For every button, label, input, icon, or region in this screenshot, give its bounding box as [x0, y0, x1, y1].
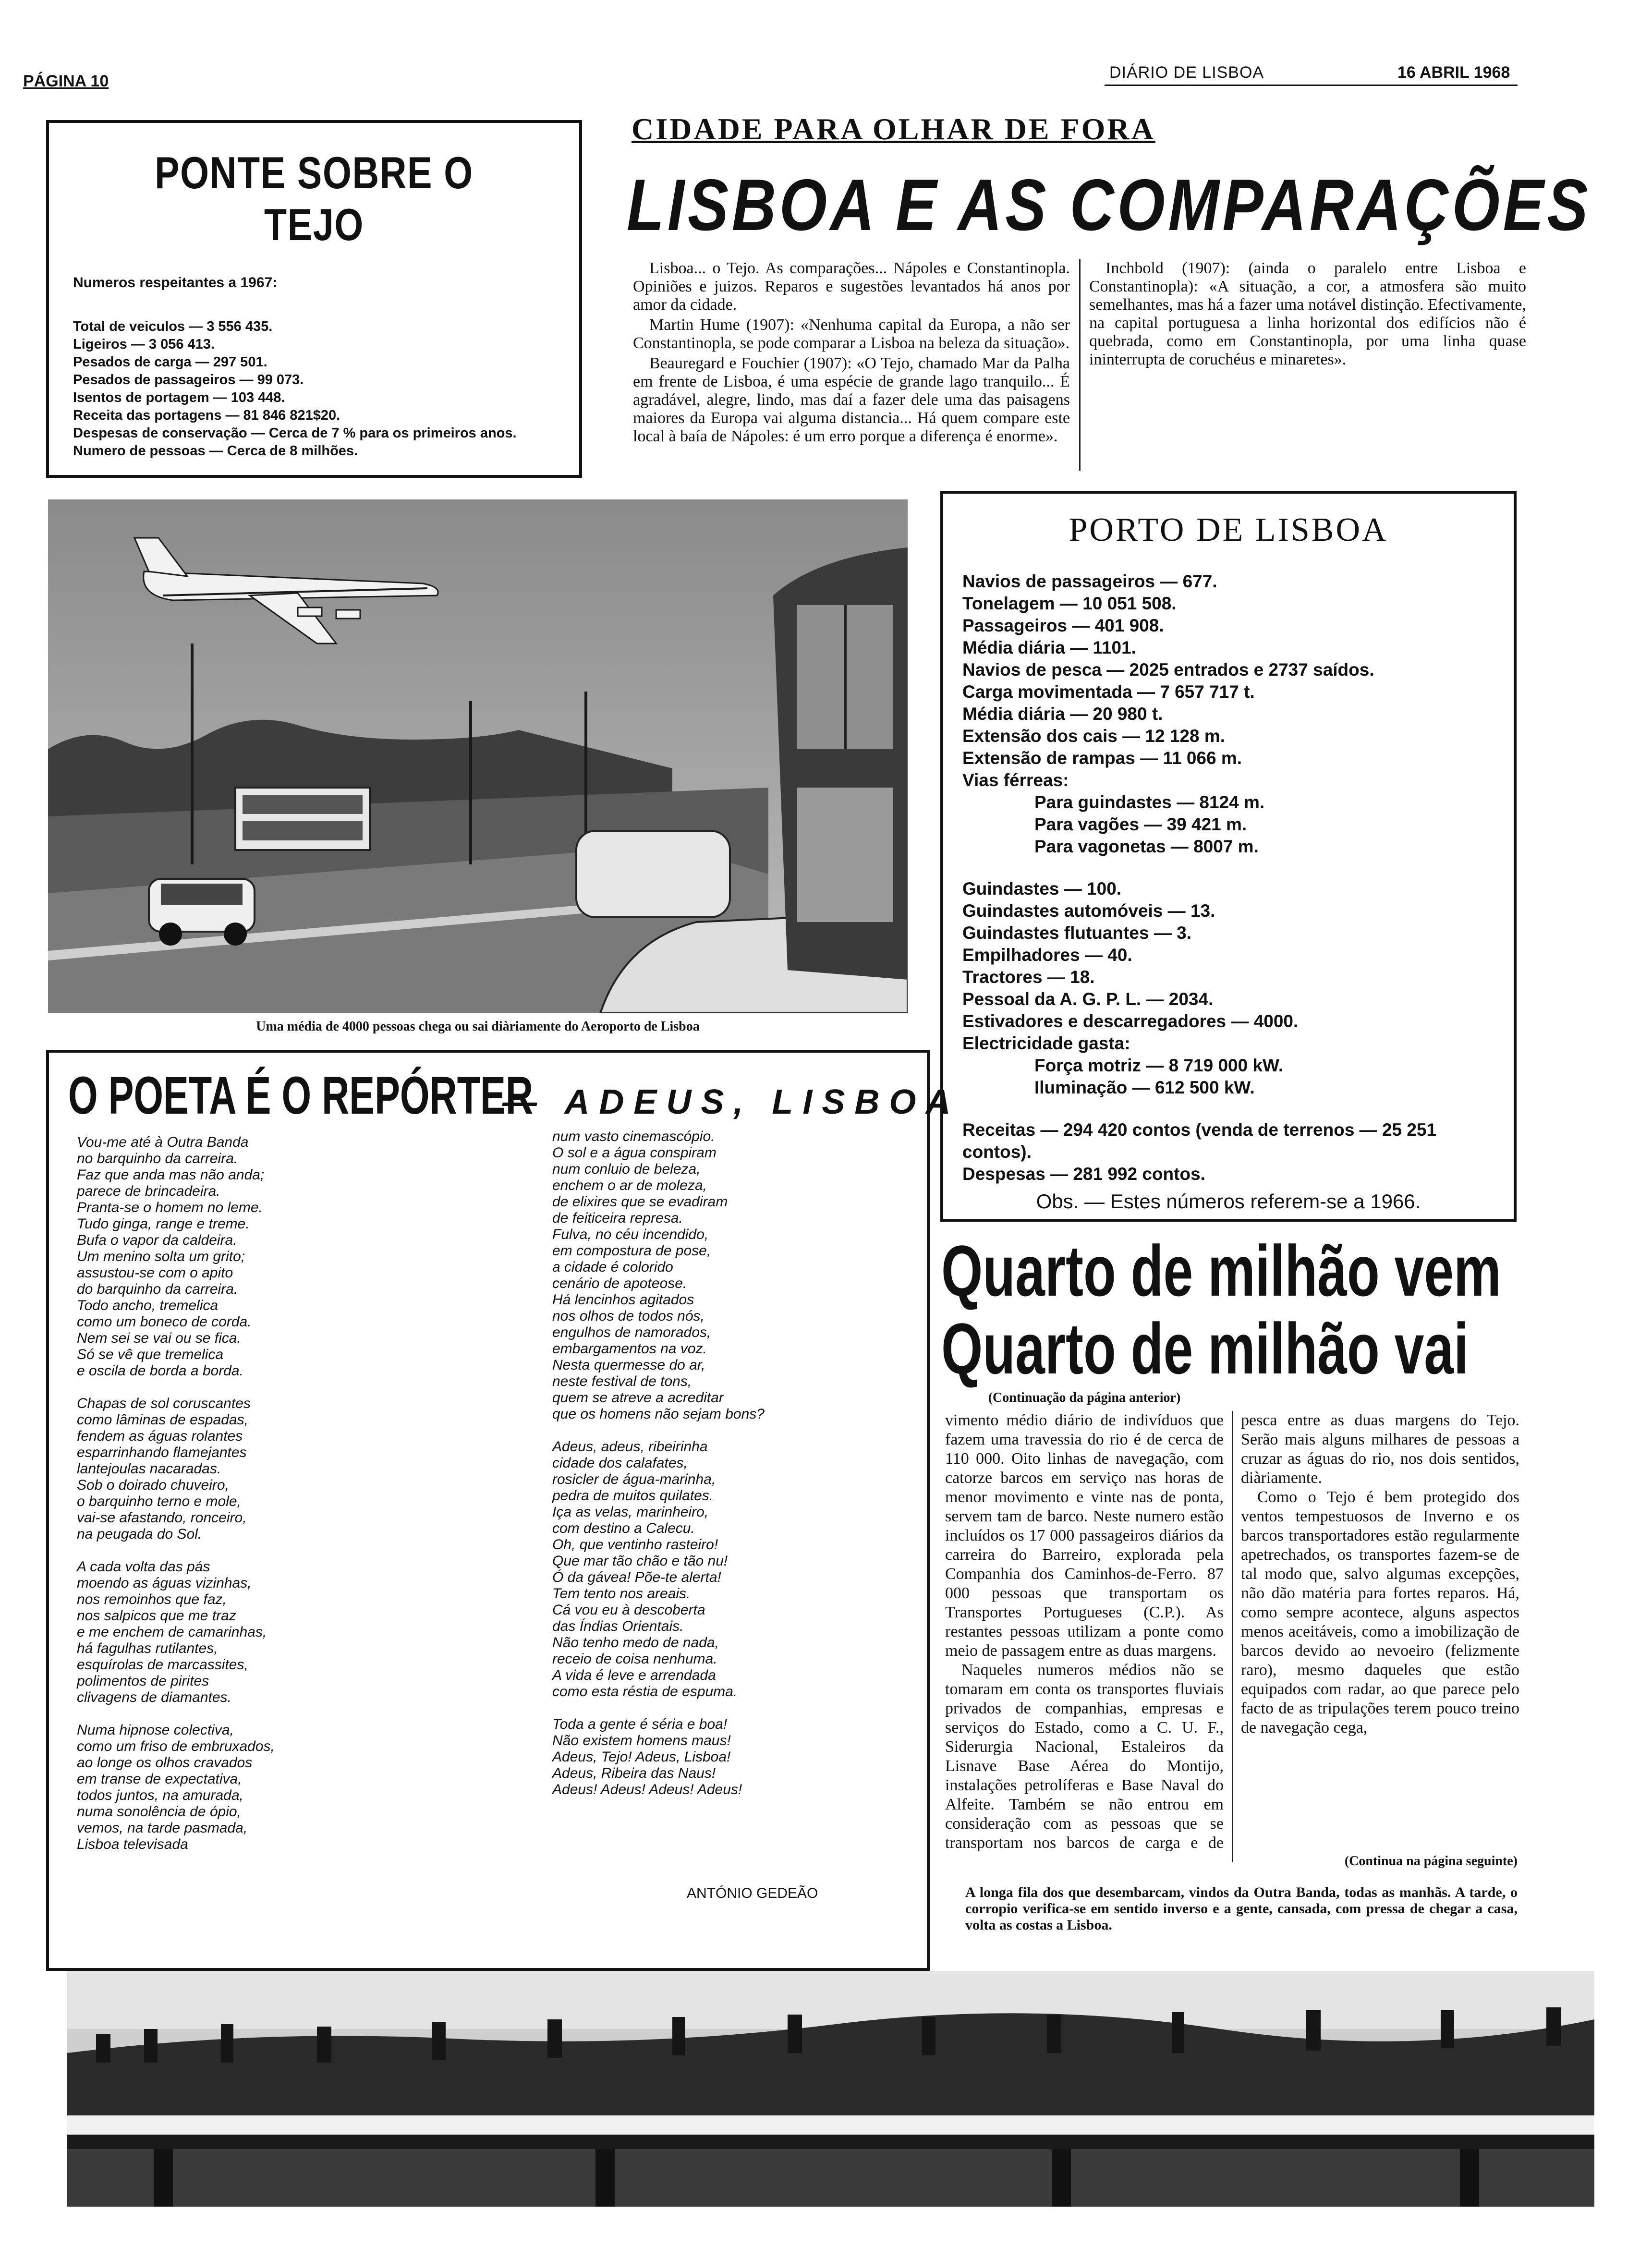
poeta-subtitle: — ADEUS, LISBOA — [502, 1083, 960, 1121]
quarto-headline-2: Quarto de milhão vai — [941, 1308, 1469, 1389]
poem-stanza: Vou-me até à Outra Banda no barquinho da carreira. Faz que anda mas não anda; parece de brincadeira. Pranta-se o homem no leme. Tudo ginga, range e treme. Bufa o vapor da caldeira. Um menino solta um grito; assustou-se com o apito do barquinho da carreira. Todo ancho, tremelica como um boneco de corda. Nem sei se vai ou se fica. Só se vê que tremelica e oscila de borda a borda. — [77, 1134, 265, 1379]
porto-stat: Tractores — 18. — [962, 967, 1095, 987]
poeta-title: O POETA É O REPÓRTER — [68, 1066, 534, 1125]
porto-stat-sub: Iluminação — 612 500 kW. — [1034, 1078, 1255, 1097]
porto-title: PORTO DE LISBOA — [1069, 511, 1388, 548]
airport-photo-caption: Uma média de 4000 pessoas chega ou sai diàriamente do Aeroporto de Lisboa — [256, 1019, 700, 1034]
ponte-intro: Numeros respeitantes a 1967: — [73, 275, 278, 291]
airport-scene-image — [48, 499, 908, 1013]
cidade-headline: LISBOA E AS COMPARAÇÕES — [627, 164, 1591, 246]
cidade-article-body — [633, 259, 1526, 471]
poem-stanza: Adeus, adeus, ribeirinha cidade dos calafates, rosicler de água-marinha, pedra de muitos quilates. Iça as velas, marinheiro, com destino a Calecu. Oh, que ventinho rasteiro! Que mar tão chão e tão nu! Ó da gávea! Põe-te alerta! Tem tento nos areais. Cá vou eu à descoberta das Índias Orientais. Não tenho medo de nada, receio de coisa nenhuma. A vida é leve e arrendada como esta réstia de espuma. — [552, 1439, 738, 1700]
ponte-stat: Receita das portagens — 81 846 821$20. — [73, 408, 340, 423]
ponte-stat: Pesados de carga — 297 501. — [73, 354, 267, 370]
porto-stat: Navios de passageiros — 677. — [962, 571, 1217, 591]
continuation-to-next: (Continua na página seguinte) — [1344, 1854, 1518, 1869]
porto-observation: Obs. — Estes números referem-se a 1966. — [1036, 1190, 1421, 1213]
porto-stat: Média diária — 20 980 t. — [962, 704, 1163, 724]
porto-stat: Extensão dos cais — 12 128 m. — [962, 726, 1226, 746]
article-paragraph: Inchbold (1907): (ainda o paralelo entre Lisboa e Constantinopla): «A situação, a cor, a atmosfera são muito semelhantes, mas há a fazer uma notável distinção. Efectivamente, na capital portuguesa a linha horizontal dos edifícios não é quebrada, como em Constantinopla, por uma linha quase ininterrupta de coruchéus e minaretes». — [1089, 259, 1526, 368]
porto-stat: Carga movimentada — 7 657 717 t. — [962, 682, 1255, 702]
porto-stat: Guindastes — 100. — [962, 879, 1122, 899]
quarto-headline-1: Quarto de milhão vem — [941, 1230, 1501, 1311]
issue-date: 16 ABRIL 1968 — [1397, 63, 1510, 82]
poem-stanza: Numa hipnose colectiva, como um friso de embruxados, ao longe os olhos cravados em transe de expectativa, todos juntos, na amurada, numa sonolência de ópio, vemos, na tarde pasmada, Lisboa televisada — [77, 1722, 275, 1852]
ferry-crowd-photo — [67, 1971, 1594, 2207]
porto-stat-sub: Para guindastes — 8124 m. — [1034, 792, 1265, 812]
cidade-subtitle: CIDADE PARA OLHAR DE FORA — [632, 112, 1155, 146]
porto-stat: Guindastes flutuantes — 3. — [962, 923, 1191, 943]
porto-stat: Pessoal da A. G. P. L. — 2034. — [962, 989, 1214, 1009]
porto-stats-list — [962, 571, 1494, 1185]
porto-stat: Despesas — 281 992 contos. — [962, 1164, 1205, 1184]
porto-stat-sub: Para vagões — 39 421 m. — [1034, 814, 1247, 834]
ponte-stat: Ligeiros — 3 056 413. — [73, 337, 215, 352]
page-number: PÁGINA 10 — [23, 72, 109, 90]
article-paragraph: Beauregard e Fouchier (1907): «O Tejo, chamado Mar da Palha em frente de Lisboa, é uma espécie de grande lago tranquilo... É agradável, alegre, lindo, mas daí a fazer dele uma das paisagens maiores da Europa vai alguma distancia... Há quem compare este local à baía de Nápoles: é um erro porque a diferença é enorme». — [633, 354, 1070, 445]
newspaper-name: DIÁRIO DE LISBOA — [1109, 63, 1264, 82]
porto-stat: Passageiros — 401 908. — [962, 616, 1164, 635]
article-paragraph: Martin Hume (1907): «Nenhuma capital da Europa, a não ser Constantinopla, se pode comparar a Lisboa na beleza da situação». — [633, 316, 1070, 352]
continuation-from-previous: (Continuação da página anterior) — [988, 1390, 1181, 1405]
porto-stat-sub: Força motriz — 8 719 000 kW. — [1034, 1056, 1284, 1075]
porto-stat: Tonelagem — 10 051 508. — [962, 594, 1177, 613]
porto-stat: Guindastes automóveis — 13. — [962, 901, 1215, 921]
porto-stat: Empilhadores — 40. — [962, 945, 1132, 965]
ferry-photo-caption: A longa fila dos que desembarcam, vindos da Outra Banda, todas as manhãs. A tarde, o corropio verifica-se em sentido inverso e a gente, cansada, com pressa de chegar a casa, volta as costas a Lisboa. — [965, 1884, 1518, 1933]
ferry-crowd-image — [67, 1971, 1594, 2207]
porto-stat: Navios de pesca — 2025 entrados e 2737 saídos. — [962, 660, 1374, 680]
ponte-stat: Pesados de passageiros — 99 073. — [73, 372, 304, 388]
poem-column-1 — [77, 1134, 509, 1869]
porto-stat-sub: Para vagonetas — 8007 m. — [1034, 837, 1259, 856]
ponte-stat: Despesas de conservação — Cerca de 7 % para os primeiros anos. — [73, 425, 517, 441]
poem-stanza: num vasto cinemascópio. O sol e a água conspiram num conluio de beleza, enchem o ar de moleza, de elixires que se evadiram de feiticeira represa. Fulva, no céu incendido, em compostura de pose, a cidade é colorido cenário de apoteose. Há lencinhos agitados nos olhos de todos nós, engulhos de namorados, embargamentos na voz. Nesta quermesse do ar, neste festival de tons, quem se atreve a acreditar que os homens não sejam bons? — [552, 1129, 765, 1422]
article-paragraph: Como o Tejo é bem protegido dos ventos tempestuosos de Inverno e os barcos transportadores estão regularmente apetrechados, os transportes fazem-se de tal modo que, salvo algumas excepções, não dão matéria para fortes reparos. Há, como sempre acontece, alguns aspectos menos aceitáveis, como a imobilização de barcos devido ao nevoeiro (felizmente raro), mesmo daqueles que estão equipados com radar, ao que parece pelo facto de as tripulações terem pouco treino de navegação cega, — [1241, 1488, 1519, 1737]
porto-de-lisboa-box — [940, 491, 1517, 1222]
ponte-sobre-o-tejo-box — [46, 120, 582, 478]
article-paragraph: Lisboa... o Tejo. As comparações... Nápoles e Constantinopla. Opiniões e juizos. Reparos e sugestões levantados há anos por amor da cidade. — [633, 259, 1070, 314]
ponte-title: PONTE SOBRE O TEJO — [155, 147, 474, 250]
quarto-article-body — [945, 1411, 1519, 1862]
poem-stanza: Toda a gente é séria e boa! Não existem homens maus! Adeus, Tejo! Adeus, Lisboa! Adeus, Ribeira das Naus! Adeus! Adeus! Adeus! Adeus! — [552, 1716, 742, 1797]
porto-stat: Média diária — 1101. — [962, 638, 1136, 657]
ponte-stat: Total de veiculos — 3 556 435. — [73, 319, 273, 334]
porto-stat: Extensão de rampas — 11 066 m. — [962, 748, 1242, 768]
article-paragraph: Naqueles numeros médios não se tomaram em conta os transportes fluviais privados de companhias, empresas e serviços do Estado, como a C. U. F., Siderurgia Nacional, Estaleiros da Lisnave Base Aérea do Montijo, instalações petrolíferas e Base Naval do Alfeite. Também se não entrou em consideração com as pessoas que se transportam nos barcos de carga e de pesca entre as duas margens do Tejo. Serão mais alguns milhares de pessoas a cruzar as águas do rio, nos dois sentidos, diàriamente. — [945, 1411, 1519, 1852]
poeta-headline — [68, 1065, 960, 1126]
ponte-stat: Numero de pessoas — Cerca de 8 milhões. — [73, 443, 358, 459]
poem-stanza: A cada volta das pás moendo as águas vizinhas, nos remoinhos que faz, nos salpicos que me traz e me enchem de camarinhas, há fagulhas rutilantes, esquírolas de marcassites, polimentos de pirites clivagens de diamantes. — [77, 1559, 267, 1705]
ponte-stats-list — [73, 318, 566, 460]
airport-photo — [48, 499, 908, 1013]
poem-column-2 — [552, 1129, 908, 1814]
ponte-stat: Isentos de portagem — 103 448. — [73, 390, 285, 405]
porto-stat: Estivadores e descarregadores — 4000. — [962, 1011, 1299, 1031]
porto-stat: Electricidade gasta: — [962, 1033, 1130, 1053]
header-rule — [1105, 85, 1518, 86]
poem-stanza: Chapas de sol coruscantes como lâminas de espadas, fendem as águas rolantes esparrinhando flamejantes lantejoulas nacaradas. Sob o doirado chuveiro, o barquinho terno e mole, vai-se afastando, ronceiro, na peugada do Sol. — [77, 1396, 251, 1542]
porto-stat: Vias férreas: — [962, 770, 1069, 790]
article-paragraph: vimento médio diário de indivíduos que fazem uma travessia do rio é de cerca de 110 000. Oito linhas de navegação, com catorze barcos em serviço nas horas de menor movimento e vinte nas de ponta, servem tam de barco. Neste numero estão incluídos os 17 000 passageiros diários da carreira do Barreiro, explorada pela Companhia dos Caminhos-de-Ferro. 87 000 pessoas que transportam os Transportes Portugueses (C.P.). As restantes pessoas utilizam a ponte como meio de passagem entre as duas margens. — [945, 1411, 1224, 1660]
poem-author: ANTÓNIO GEDEÃO — [687, 1885, 818, 1901]
porto-stat: Receitas — 294 420 contos (venda de terrenos — 25 251 contos). — [962, 1120, 1437, 1162]
